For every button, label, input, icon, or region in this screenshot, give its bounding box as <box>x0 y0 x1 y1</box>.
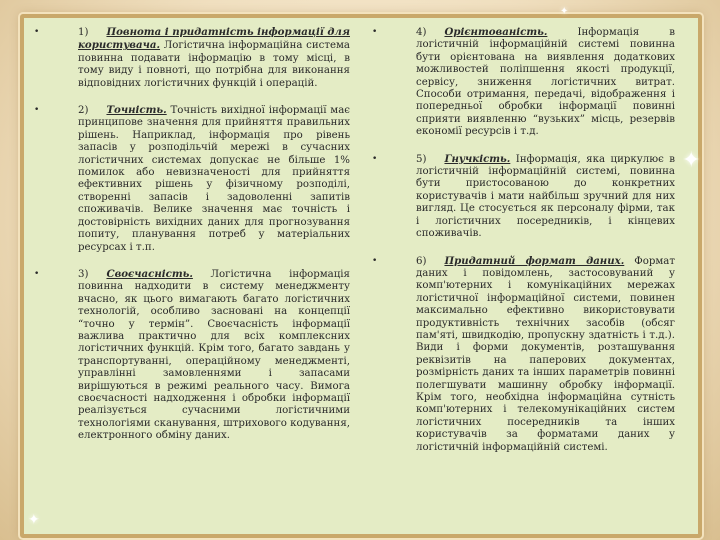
sparkle-decoration: ✦ <box>560 6 569 17</box>
item-number: 3) <box>78 268 89 280</box>
bullet-icon: • <box>372 255 378 266</box>
item-title: Гнучкість. <box>444 152 511 165</box>
item-title: Точність. <box>106 104 167 117</box>
item-title: Своєчасність. <box>106 267 193 280</box>
bullet-icon: • <box>372 153 378 164</box>
bullet-icon: • <box>34 268 40 279</box>
list-item-timeliness <box>32 268 350 443</box>
bullet-icon: • <box>372 27 378 37</box>
item-title: Орієнтованість. <box>444 26 548 38</box>
item-text: Логістична інформація повинна надходити в систему менеджменту вчасно, як цього вимагають багато логістичних технологій, особливо засновані на концепції “точно у термін”. Своєчасність інформації важлива практично для всіх комплексних логістичних функцій. Крім того, багато завдань у транспортуванні, операційному менеджменті, управлінні замовленнями і запасами вирішуються в режимі реального часу. Вимога своєчасності надходження і обробки інформації реалізується сучасними логістичними технологіями сканування, штрихового кодування, електронного обміну даних. <box>78 268 350 442</box>
left-column <box>32 26 350 443</box>
item-text: Інформація в логістичній інформаційній системі повинна бути орієнтована на виявлення додаткових можливостей поліпшення якості продукції, сервісу, зниження логістичних витрат. Способи отримання, передачі, відображення і попередньої обробки інформації повинні сприяти виявленню “вузьких” місць, резервів економії ресурсів і т.д. <box>416 27 675 138</box>
item-number: 6) <box>416 255 427 267</box>
right-column <box>370 26 675 454</box>
list-item-completeness <box>32 26 350 90</box>
item-number: 5) <box>416 153 427 165</box>
item-number: 1) <box>78 27 89 38</box>
item-text: Логістична інформаційна система повинна подавати інформацію в тому місці, в тому виду і повноті, що потрібна для виконання відповідних логістичних функцій і операцій. <box>78 40 350 89</box>
sparkle-decoration: ✦ <box>682 148 701 173</box>
list-item-flexibility <box>370 153 675 241</box>
item-text: Інформація, яка циркулює в логістичній інформаційній системі, повинна бути пристосованою до конкретних користувачів і мати найбільш зручний для них вигляд. Це стосується як персоналу фірми, так і логістичних посередників, і кінцевих споживачів. <box>416 153 675 240</box>
item-text: Точність вихідної інформації має принципове значення для прийняття правильних рішень. Наприклад, інформація про рівень запасів у розподільчій мережі в сучасних логістичних системах допускає не більше 1% помилок або невизначеності для прийняття ефективних рішень у фізичному розподілі, створенні запасів і задоволенні запитів споживачів. Велике значення має точність і достовірність вихідних даних для прогнозування попиту, планування потреб у матеріальних ресурсах і т.п. <box>78 105 350 253</box>
bullet-icon: • <box>34 27 40 37</box>
list-item-orientation <box>370 26 675 139</box>
sparkle-decoration: ✦ <box>28 512 40 528</box>
item-number: 2) <box>78 105 89 117</box>
item-number: 4) <box>416 27 427 38</box>
bullet-icon: • <box>34 105 40 116</box>
list-item-accuracy <box>32 104 350 254</box>
item-text: Формат даних і повідомлень, застосовуваний у комп'ютерних і комунікаційних мережах логістичної інформаційної системи, повинен максимально ефективно використовувати продуктивність технічних засобів (обсяг пам'яті, швидкодію, пропускну здатність і т.д.). Види і форми документів, розташування реквізитів на паперових документах, розмірність даних та інших параметрів повинні полегшувати машинну обробку інформації. Крім того, необхідна інформаційна сутність комп'ютерних і телекомунікаційних систем логістичних посередників та інших користувачів за форматами даних у логістичній інформаційній системі. <box>416 255 676 453</box>
item-title: Повнота і придатність інформації для користувача. <box>78 26 350 52</box>
item-title: Придатний формат даних. <box>444 254 625 267</box>
list-item-data-format <box>370 255 675 455</box>
